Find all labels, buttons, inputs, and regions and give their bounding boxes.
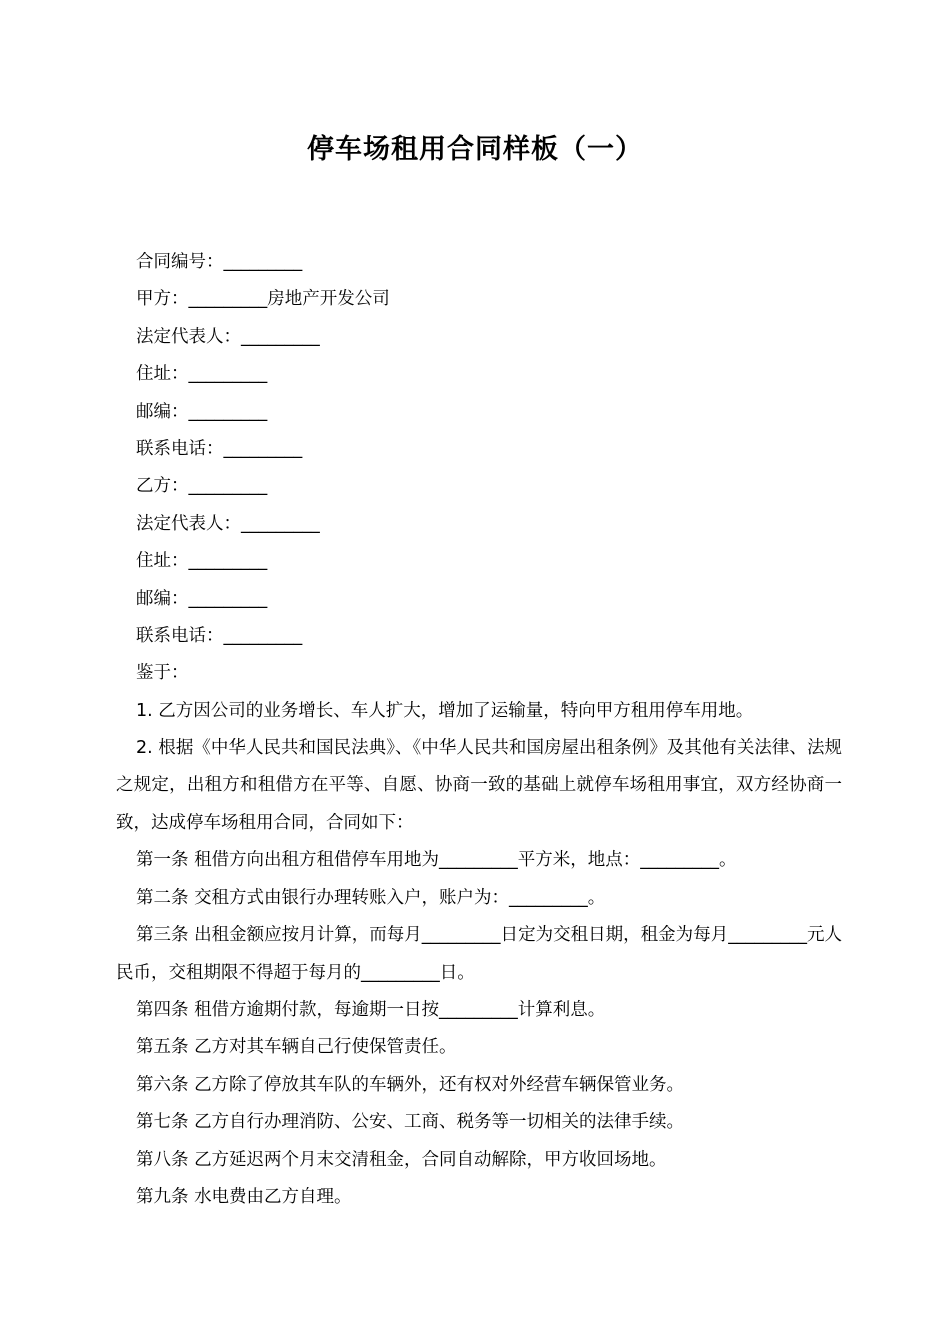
article-6: 第六条 乙方除了停放其车队的车辆外，还有权对外经营车辆保管业务。 bbox=[136, 1074, 685, 1095]
contract-number-line: 合同编号：_________ bbox=[136, 252, 303, 272]
article-5: 第五条 乙方对其车辆自己行使保管责任。 bbox=[136, 1037, 457, 1058]
article-9: 第九条 水电费由乙方自理。 bbox=[136, 1186, 352, 1207]
document-title: 停车场租用合同样板（一） bbox=[307, 134, 643, 165]
whereas-heading: 鉴于： bbox=[136, 663, 189, 684]
party-b-line: 乙方：_________ bbox=[136, 476, 268, 497]
party-b-address-line: 住址：_________ bbox=[136, 551, 268, 572]
article-2: 第二条 交租方式由银行办理转账入户，账户为：_________。 bbox=[136, 887, 606, 908]
article-4: 第四条 租借方逾期付款，每逾期一日按_________计算利息。 bbox=[136, 999, 606, 1020]
article-8: 第八条 乙方延迟两个月末交清租金，合同自动解除，甲方收回场地。 bbox=[136, 1149, 667, 1170]
article-3: 第三条 出租金额应按月计算，而每月_________日定为交租日期，租金为每月_________元人民币，交租期限不得超于每月的_________日。 bbox=[116, 925, 842, 983]
article-7: 第七条 乙方自行办理消防、公安、工商、税务等一切相关的法律手续。 bbox=[136, 1112, 685, 1133]
party-a-address-line: 住址：_________ bbox=[136, 364, 268, 385]
party-a-phone-line: 联系电话：_________ bbox=[136, 438, 303, 459]
party-b-postcode-line: 邮编：_________ bbox=[136, 588, 268, 609]
whereas-item-1: 1. 乙方因公司的业务增长、车人扩大，增加了运输量，特向甲方租用停车用地。 bbox=[136, 700, 754, 721]
party-b-legal-rep-line: 法定代表人：_________ bbox=[136, 513, 320, 534]
party-a-postcode-line: 邮编：_________ bbox=[136, 401, 268, 422]
whereas-item-2: 2. 根据《中华人民共和国民法典》、《中华人民共和国房屋出租条例》及其他有关法律、法规之规定，出租方和租借方在平等、自愿、协商一致的基础上就停车场租用事宜，双方经协商一致，达成停车场租用合同，合同如下： bbox=[116, 738, 842, 833]
party-b-phone-line: 联系电话：_________ bbox=[136, 625, 303, 646]
party-a-legal-rep-line: 法定代表人：_________ bbox=[136, 326, 320, 347]
document-body bbox=[116, 244, 842, 1216]
party-a-line: 甲方：_________房地产开发公司 bbox=[136, 289, 390, 310]
article-1: 第一条 租借方向出租方租借停车用地为_________平方米，地点：_________。 bbox=[136, 850, 737, 871]
